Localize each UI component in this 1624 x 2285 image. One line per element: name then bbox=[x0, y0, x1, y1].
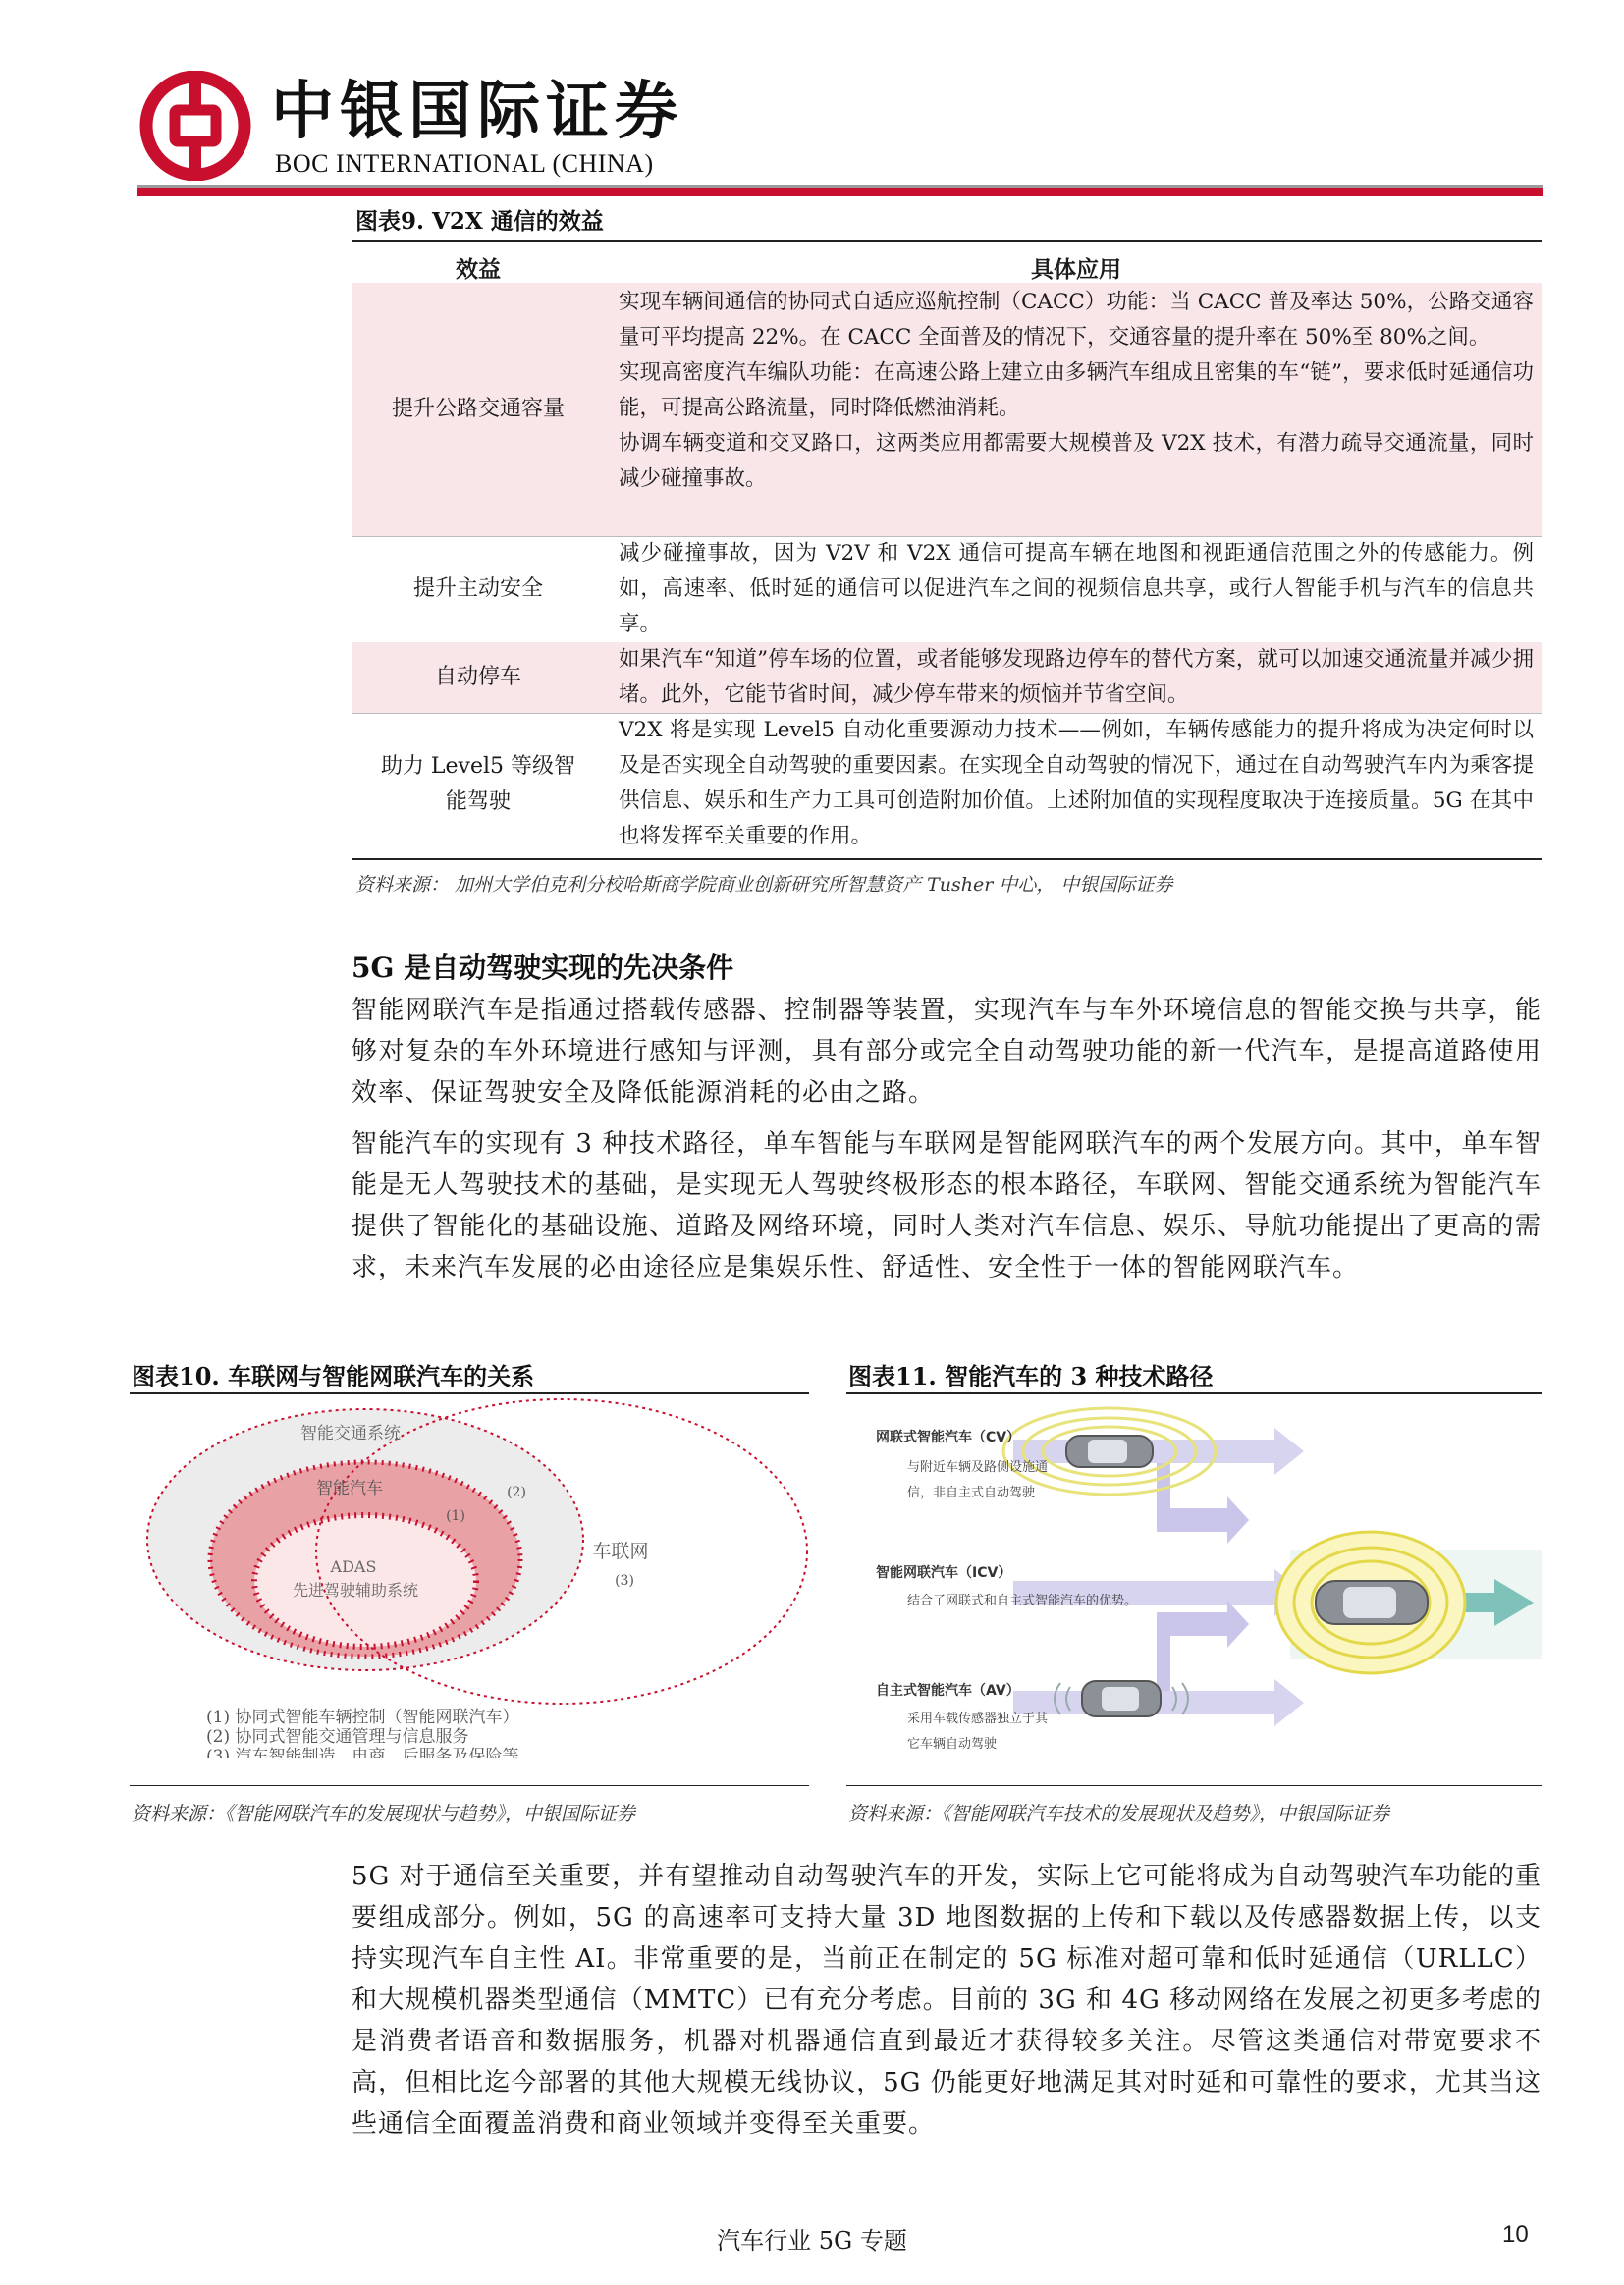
smart-car-label: 智能汽车 bbox=[316, 1479, 383, 1498]
footer-title: 汽车行业 5G 专题 bbox=[717, 2227, 907, 2255]
table9-row bbox=[352, 642, 1542, 713]
cv-title: 网联式智能汽车（CV） bbox=[876, 1430, 1021, 1445]
cv-desc: 信，非自主式自动驾驶 bbox=[907, 1486, 1036, 1500]
table9-benefit: 提升公路交通容量 bbox=[391, 397, 565, 421]
company-logo bbox=[137, 71, 253, 181]
table9-app: 如果汽车“知道”停车场的位置，或者能够发现路边停车的替代方案，就可以加速交通流量并减少拥堵。此外，它能节省时间，减少停车带来的烦恼并节省空间。 bbox=[619, 647, 1534, 707]
table9-app: 减少碰撞事故，因为 V2V 和 V2X 通信可提高车辆在地图和视距通信范围之外的传感能力。例如，高速率、低时延的通信可以促进汽车之间的视频信息共享，或行人智能手机与汽车的信息共享。 bbox=[619, 541, 1534, 636]
paragraph-3: 5G 对于通信至关重要，并有望推动自动驾驶汽车的开发，实际上它可能将成为自动驾驶汽车功能的重要组成部分。例如，5G 的高速率可支持大量 3D 地图数据的上传和下载以及传感器数据上传，以支持实现汽车自主性 AI。非常重要的是，当前正在制定的 5G 标准对超可靠和低时延通信（URLLC）和大规模机器类型通信（MMTC）已有充分考虑。目前的 3G 和 4G 移动网络在发展之初更多考虑的是消费者语音和数据服务，机器对机器通信直到最近才获得较多关注。尽管这类通信对带宽要求不高，但相比迄今部署的其他大规模无线协议，5G 仍能更好地满足其对时延和可靠性的要求，尤其当这些通信全面覆盖消费和商业领域并变得至关重要。 bbox=[352, 1862, 1542, 2139]
cv-desc: 与附近车辆及路侧设施通 bbox=[907, 1460, 1049, 1475]
header-bar bbox=[137, 185, 1543, 196]
fig10-title: 图表10. 车联网与智能网联汽车的关系 bbox=[132, 1362, 535, 1390]
table9-row bbox=[352, 283, 1542, 536]
company-name-en: BOC INTERNATIONAL (CHINA) bbox=[275, 149, 654, 178]
legend-item: (3) 汽车智能制造、电商、后服务及保险等 bbox=[206, 1747, 519, 1758]
table9-header-application: 具体应用 bbox=[1031, 256, 1121, 283]
table9-header-benefit: 效益 bbox=[456, 256, 501, 283]
table9-top-rule bbox=[352, 240, 1542, 242]
company-name-cn: 中银国际证券 bbox=[271, 75, 683, 148]
table9-benefit: 提升主动安全 bbox=[412, 576, 543, 601]
table9-app: V2X 将是实现 Level5 自动化重要源动力技术——例如，车辆传感能力的提升将成为决定何时以及是否实现全自动驾驶的重要因素。在实现全自动驾驶的情况下，通过在自动驾驶汽车内为乘客提供信息、娱乐和生产力工具可创造附加价值。上述附加值的实现程度取决于连接质量。5G 在其中也将发挥至关重要的作用。 bbox=[619, 718, 1534, 848]
adas-label: ADAS bbox=[330, 1557, 377, 1576]
icv-desc: 结合了网联式和自主式智能汽车的优势。 bbox=[907, 1594, 1138, 1608]
table9-app: 实现车辆间通信的协同式自适应巡航控制（CACC）功能：当 CACC 普及率达 50%，公路交通容量可平均提高 22%。在 CACC 全面普及的情况下，交通容量的提升率在 50%至 80%之间。 bbox=[619, 290, 1534, 350]
section-heading: 5G 是自动驾驶实现的先决条件 bbox=[352, 952, 734, 984]
table9-title: 图表9. V2X 通信的效益 bbox=[355, 208, 604, 235]
icv-arrow bbox=[1013, 1569, 1304, 1616]
paragraph-1: 智能网联汽车是指通过搭载传感器、控制器等装置，实现汽车与车外环境信息的智能交换与共享，能够对复杂的车外环境进行感知与评测，具有部分或完全自动驾驶功能的新一代汽车，是提高道路使用效率、保证驾驶安全及降低能源消耗的必由之路。 bbox=[352, 996, 1542, 1108]
table9-bottom-rule bbox=[352, 858, 1542, 860]
legend-item: (2) 协同式智能交通管理与信息服务 bbox=[206, 1727, 469, 1747]
boc-logo-icon bbox=[137, 71, 253, 181]
iov-label: 车联网 bbox=[592, 1541, 649, 1562]
fig10-venn-diagram bbox=[130, 1394, 809, 1758]
table9-row bbox=[352, 536, 1542, 642]
av-title: 自主式智能汽车（AV） bbox=[876, 1683, 1020, 1699]
av-merge-arrow bbox=[1157, 1601, 1249, 1691]
fig11-title: 图表11. 智能汽车的 3 种技术路径 bbox=[848, 1362, 1214, 1390]
adas-desc-label: 先进驾驶辅助系统 bbox=[292, 1581, 419, 1600]
page-number: 10 bbox=[1502, 2221, 1529, 2248]
fig10-source: 资料来源：《智能网联汽车的发展现状与趋势》，中银国际证券 bbox=[132, 1803, 636, 1824]
table9-benefit: 助力 Level5 等级智能驾驶 bbox=[380, 754, 576, 814]
table9-app: 实现高密度汽车编队功能：在高速公路上建立由多辆汽车组成且密集的车“链”，要求低时延通信功能，可提高公路流量，同时降低燃油消耗。 bbox=[619, 360, 1534, 420]
area2-label: (2) bbox=[507, 1485, 526, 1500]
table9-benefit: 自动停车 bbox=[434, 665, 521, 689]
av-desc: 采用车载传感器独立于其 bbox=[907, 1712, 1049, 1726]
av-desc: 它车辆自动驾驶 bbox=[907, 1737, 998, 1752]
table9-source: 资料来源： 加州大学伯克利分校哈斯商学院商业创新研究所智慧资产 Tusher 中心， 中银国际证券 bbox=[355, 874, 1173, 896]
table9-row bbox=[352, 713, 1542, 856]
icv-car-icon bbox=[1276, 1532, 1542, 1673]
legend-item: (1) 协同式智能车辆控制（智能网联汽车） bbox=[206, 1708, 519, 1727]
table9-app: 协调车辆变道和交叉路口，这两类应用都需要大规模普及 V2X 技术，有潜力疏导交通流量，同时减少碰撞事故。 bbox=[619, 431, 1534, 491]
area1-label: (1) bbox=[446, 1508, 465, 1524]
area3-label: (3) bbox=[615, 1573, 634, 1589]
fig11-tech-paths bbox=[846, 1400, 1542, 1781]
fig11-source: 资料来源：《智能网联汽车技术的发展现状及趋势》，中银国际证券 bbox=[848, 1803, 1390, 1824]
its-label: 智能交通系统 bbox=[300, 1424, 401, 1443]
icv-title: 智能网联汽车（ICV） bbox=[876, 1565, 1012, 1581]
paragraph-2: 智能汽车的实现有 3 种技术路径，单车智能与车联网是智能网联汽车的两个发展方向。其中，单车智能是无人驾驶技术的基础，是实现无人驾驶终极形态的根本路径，车联网、智能交通系统为智能汽车提供了智能化的基础设施、道路及网络环境，同时人类对汽车信息、娱乐、导航功能提出了更高的需求，未来汽车发展的必由途径应是集娱乐性、舒适性、安全性于一体的智能网联汽车。 bbox=[352, 1129, 1542, 1282]
